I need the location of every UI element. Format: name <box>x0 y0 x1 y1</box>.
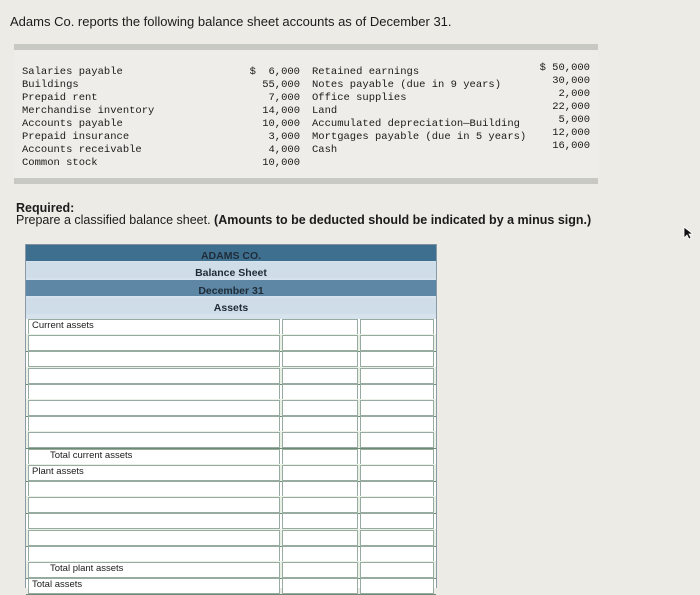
total-input[interactable] <box>360 465 434 481</box>
account-name: Office supplies <box>312 92 407 104</box>
amount-input[interactable] <box>282 319 358 335</box>
total-input[interactable] <box>360 578 434 594</box>
row-label: Total assets <box>32 579 83 591</box>
total-input[interactable] <box>360 562 434 578</box>
account-title-input[interactable] <box>28 481 280 497</box>
account-name: Accounts payable <box>22 118 123 130</box>
amount-input[interactable] <box>282 400 358 416</box>
amount-input[interactable] <box>282 335 358 351</box>
account-name: Notes payable (due in 9 years) <box>312 79 502 91</box>
total-input[interactable] <box>360 530 434 546</box>
account-amount: 14,000 <box>262 105 300 117</box>
amount-input[interactable] <box>282 562 358 578</box>
account-title-input[interactable] <box>28 351 280 367</box>
instruction-note: (Amounts to be deducted should be indicated by a minus sign.) <box>214 213 592 227</box>
amount-input[interactable] <box>282 513 358 529</box>
instruction-main: Prepare a classified balance sheet. <box>16 213 211 227</box>
left-account-names <box>22 66 154 170</box>
account-amount: 2,000 <box>558 88 590 100</box>
account-title-input[interactable] <box>28 432 280 448</box>
account-amount: $ 50,000 <box>539 62 590 74</box>
account-amount: 16,000 <box>552 140 590 152</box>
total-input[interactable] <box>360 416 434 432</box>
account-title-input[interactable] <box>28 530 280 546</box>
account-name: Retained earnings <box>312 66 420 78</box>
account-name: Land <box>312 105 338 117</box>
amount-input[interactable] <box>282 546 358 562</box>
required-label: Required: <box>16 201 75 215</box>
account-amount: 30,000 <box>552 75 590 87</box>
right-account-names <box>312 66 526 157</box>
row-label: Current assets <box>32 320 94 331</box>
account-title-input[interactable] <box>28 319 280 335</box>
account-amount: 3,000 <box>268 131 300 143</box>
account-title-input[interactable] <box>28 416 280 432</box>
account-list <box>14 44 598 184</box>
account-name: Accounts receivable <box>22 144 142 156</box>
account-title-input[interactable] <box>28 449 280 465</box>
total-input[interactable] <box>360 432 434 448</box>
total-input[interactable] <box>360 319 434 335</box>
account-title-input[interactable] <box>28 562 280 578</box>
account-title-input[interactable] <box>28 368 280 384</box>
account-amount: 55,000 <box>262 79 300 91</box>
amount-input[interactable] <box>282 530 358 546</box>
account-title-input[interactable] <box>28 497 280 513</box>
statement-title: Balance Sheet <box>195 267 267 279</box>
amount-input[interactable] <box>282 578 358 594</box>
balance-sheet-row <box>26 577 436 595</box>
amount-input[interactable] <box>282 465 358 481</box>
account-amount: 12,000 <box>552 127 590 139</box>
row-label: Plant assets <box>32 465 84 477</box>
left-account-amounts <box>239 66 300 170</box>
amount-input[interactable] <box>282 432 358 448</box>
account-title-input[interactable] <box>28 384 280 400</box>
total-input[interactable] <box>360 384 434 400</box>
amount-input[interactable] <box>282 416 358 432</box>
account-amount: 10,000 <box>262 157 300 169</box>
account-name: Prepaid insurance <box>22 131 130 143</box>
account-title-input[interactable] <box>28 400 280 416</box>
account-title-input[interactable] <box>28 513 280 529</box>
question-text: Adams Co. reports the following balance sheet accounts as of December 31. <box>10 14 452 29</box>
account-name: Mortgages payable (due in 5 years) <box>312 131 527 143</box>
account-name: Buildings <box>22 79 79 91</box>
account-amount: 22,000 <box>552 101 590 113</box>
total-input[interactable] <box>360 368 434 384</box>
total-input[interactable] <box>360 497 434 513</box>
account-title-input[interactable] <box>28 465 280 481</box>
account-name: Salaries payable <box>22 66 123 78</box>
account-name: Merchandise inventory <box>22 105 155 117</box>
right-account-amounts <box>530 62 590 153</box>
total-input[interactable] <box>360 400 434 416</box>
company-name: ADAMS CO. <box>200 250 262 262</box>
amount-input[interactable] <box>282 481 358 497</box>
account-amount: 7,000 <box>268 92 300 104</box>
account-title-input[interactable] <box>28 578 280 594</box>
total-input[interactable] <box>360 546 434 562</box>
amount-input[interactable] <box>282 497 358 513</box>
account-title-input[interactable] <box>28 335 280 351</box>
account-amount: 4,000 <box>268 144 300 156</box>
account-amount: 10,000 <box>262 118 300 130</box>
account-name: Cash <box>312 144 338 156</box>
statement-date: December 31 <box>198 285 264 297</box>
total-input[interactable] <box>360 335 434 351</box>
amount-input[interactable] <box>282 368 358 384</box>
account-amount: 5,000 <box>558 114 590 126</box>
total-input[interactable] <box>360 449 434 465</box>
account-amount: $ 6,000 <box>249 66 300 78</box>
amount-input[interactable] <box>282 384 358 400</box>
mouse-cursor-icon <box>683 226 693 240</box>
account-name: Common stock <box>22 157 98 169</box>
row-label: Total current assets <box>50 449 133 461</box>
row-label: Total plant assets <box>50 563 124 574</box>
balance-sheet-form <box>25 244 437 591</box>
total-input[interactable] <box>360 513 434 529</box>
total-input[interactable] <box>360 351 434 367</box>
account-title-input[interactable] <box>28 546 280 562</box>
total-input[interactable] <box>360 481 434 497</box>
account-name: Prepaid rent <box>22 92 98 104</box>
instruction-text <box>16 213 591 227</box>
balance-sheet-header <box>26 244 436 319</box>
amount-input[interactable] <box>282 351 358 367</box>
account-name: Accumulated depreciation—Building <box>312 118 520 130</box>
section-heading: Assets <box>213 302 249 314</box>
amount-input[interactable] <box>282 449 358 465</box>
